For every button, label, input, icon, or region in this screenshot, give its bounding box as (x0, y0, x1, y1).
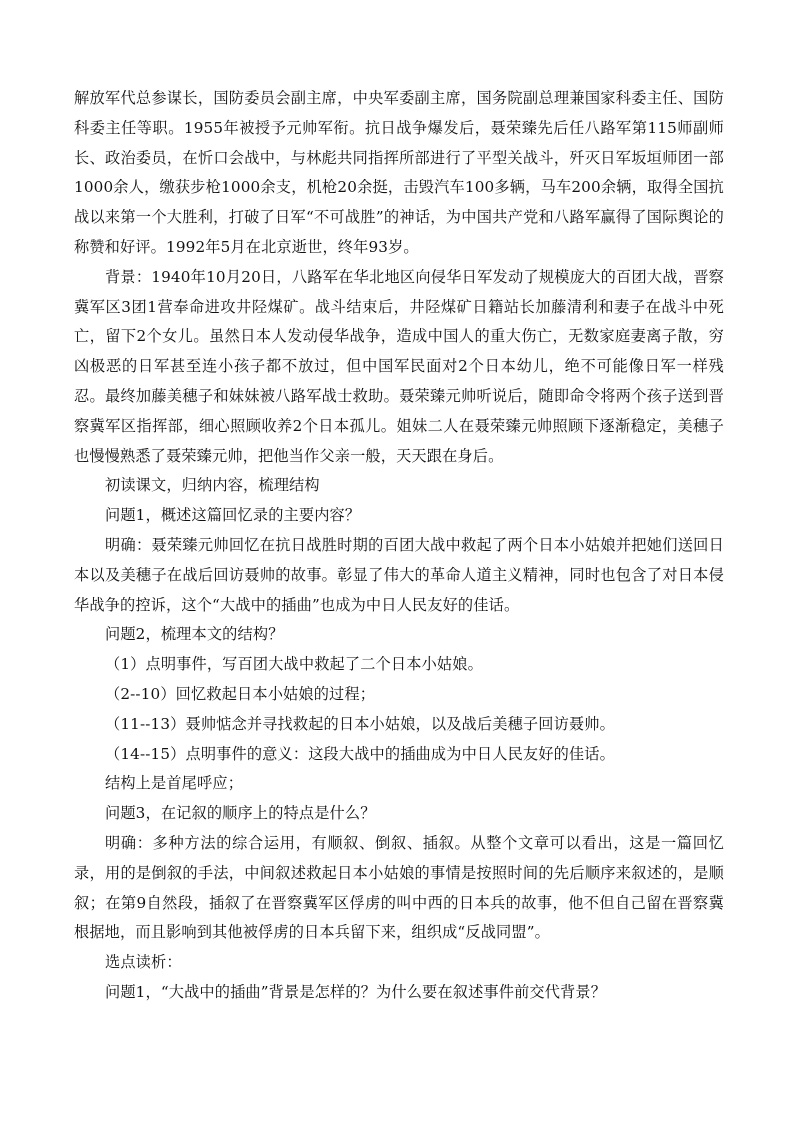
answer-3-narrative-order: 明确：多种方法的综合运用，有顺叙、倒叙、插叙。从整个文章可以看出，这是一篇回忆录，用的是倒叙的手法，中间叙述救起日本小姑娘的事情是按照时间的先后顺序来叙述的，是顺叙；在第9自然段，插叙了在晋察冀军区俘虏的叫中西的日本兵的故事，他不但自己留在晋察冀根据地，而且影响到其他被俘虏的日本兵留下来，组织成“反战同盟”。 (74, 833, 724, 942)
document-page (74, 84, 724, 1008)
question-selected-1: 问题1，“大战中的插曲”背景是怎样的？为什么要在叙述事件前交代背景？ (105, 982, 607, 1001)
section-heading-first-reading: 初读课文，归纳内容，梳理结构 (105, 476, 320, 495)
paragraph-background: 背景：1940年10月20日，八路军在华北地区向侵华日军发动了规模庞大的百团大战，晋察冀军区3团1营奉命进攻井陉煤矿。战斗结束后，井陉煤矿日籍站长加藤清利和妻子在战斗中死亡，留下2个女儿。虽然日本人发动侵华战争，造成中国人的重大伤亡，无数家庭妻离子散，穷凶极恶的日军甚至连小孩子都不放过，但中国军民面对2个日本幼儿，绝不可能像日军一样残忍。最终加藤美穗子和妹妹被八路军战士救助。聂荣臻元帅听说后，随即命令将两个孩子送到晋察冀军区指挥部，细心照顾收养2个日本孤儿。姐妹二人在聂荣臻元帅照顾下逐渐稳定，美穗子也慢慢熟悉了聂荣臻元帅，把他当作父亲一般，天天跟在身后。 (74, 267, 724, 465)
paragraph-biography: 解放军代总参谋长，国防委员会副主席，中央军委副主席，国务院副总理兼国家科委主任、国防科委主任等职。1955年被授予元帅军衔。抗日战争爆发后，聂荣臻先后任八路军第115师副师长、政治委员，在忻口会战中，与林彪共同指挥所部进行了平型关战斗，歼灭日军坂垣师团一部1000余人，缴获步枪1000余支，机枪20余挺，击毁汽车100多辆，马车200余辆，取得全国抗战以来第一个大胜利，打破了日军“不可战胜”的神话，为中国共产党和八路军赢得了国际舆论的称赞和好评。1992年5月在北京逝世，终年93岁。 (74, 89, 724, 256)
question-2-structure: 问题2，梳理本文的结构？ (105, 625, 284, 644)
structure-item-1: （1）点明事件，写百团大战中救起了二个日本小姑娘。 (105, 655, 483, 674)
structure-item-3: （11--13）聂帅惦念并寻找救起的日本小姑娘，以及战后美穗子回访聂帅。 (105, 714, 615, 733)
structure-item-4: （14--15）点明事件的意义：这段大战中的插曲成为中日人民友好的佳话。 (105, 744, 615, 763)
section-heading-selected-reading: 选点读析： (105, 953, 182, 972)
answer-1-main-content: 明确：聂荣臻元帅回忆在抗日战胜时期的百团大战中救起了两个日本小姑娘并把她们送回日本以及美穗子在战后回访聂帅的故事。彰显了伟大的革命人道主义精神，同时也包含了对日本侵华战争的控诉，这个“大战中的插曲”也成为中日人民友好的佳话。 (74, 535, 724, 614)
question-1-main-content: 问题1，概述这篇回忆录的主要内容？ (105, 506, 361, 525)
question-3-narrative-order: 问题3，在记叙的顺序上的特点是什么？ (105, 804, 376, 823)
structure-summary: 结构上是首尾呼应； (105, 774, 244, 793)
structure-item-2: （2--10）回忆救起日本小姑娘的过程； (105, 684, 376, 703)
